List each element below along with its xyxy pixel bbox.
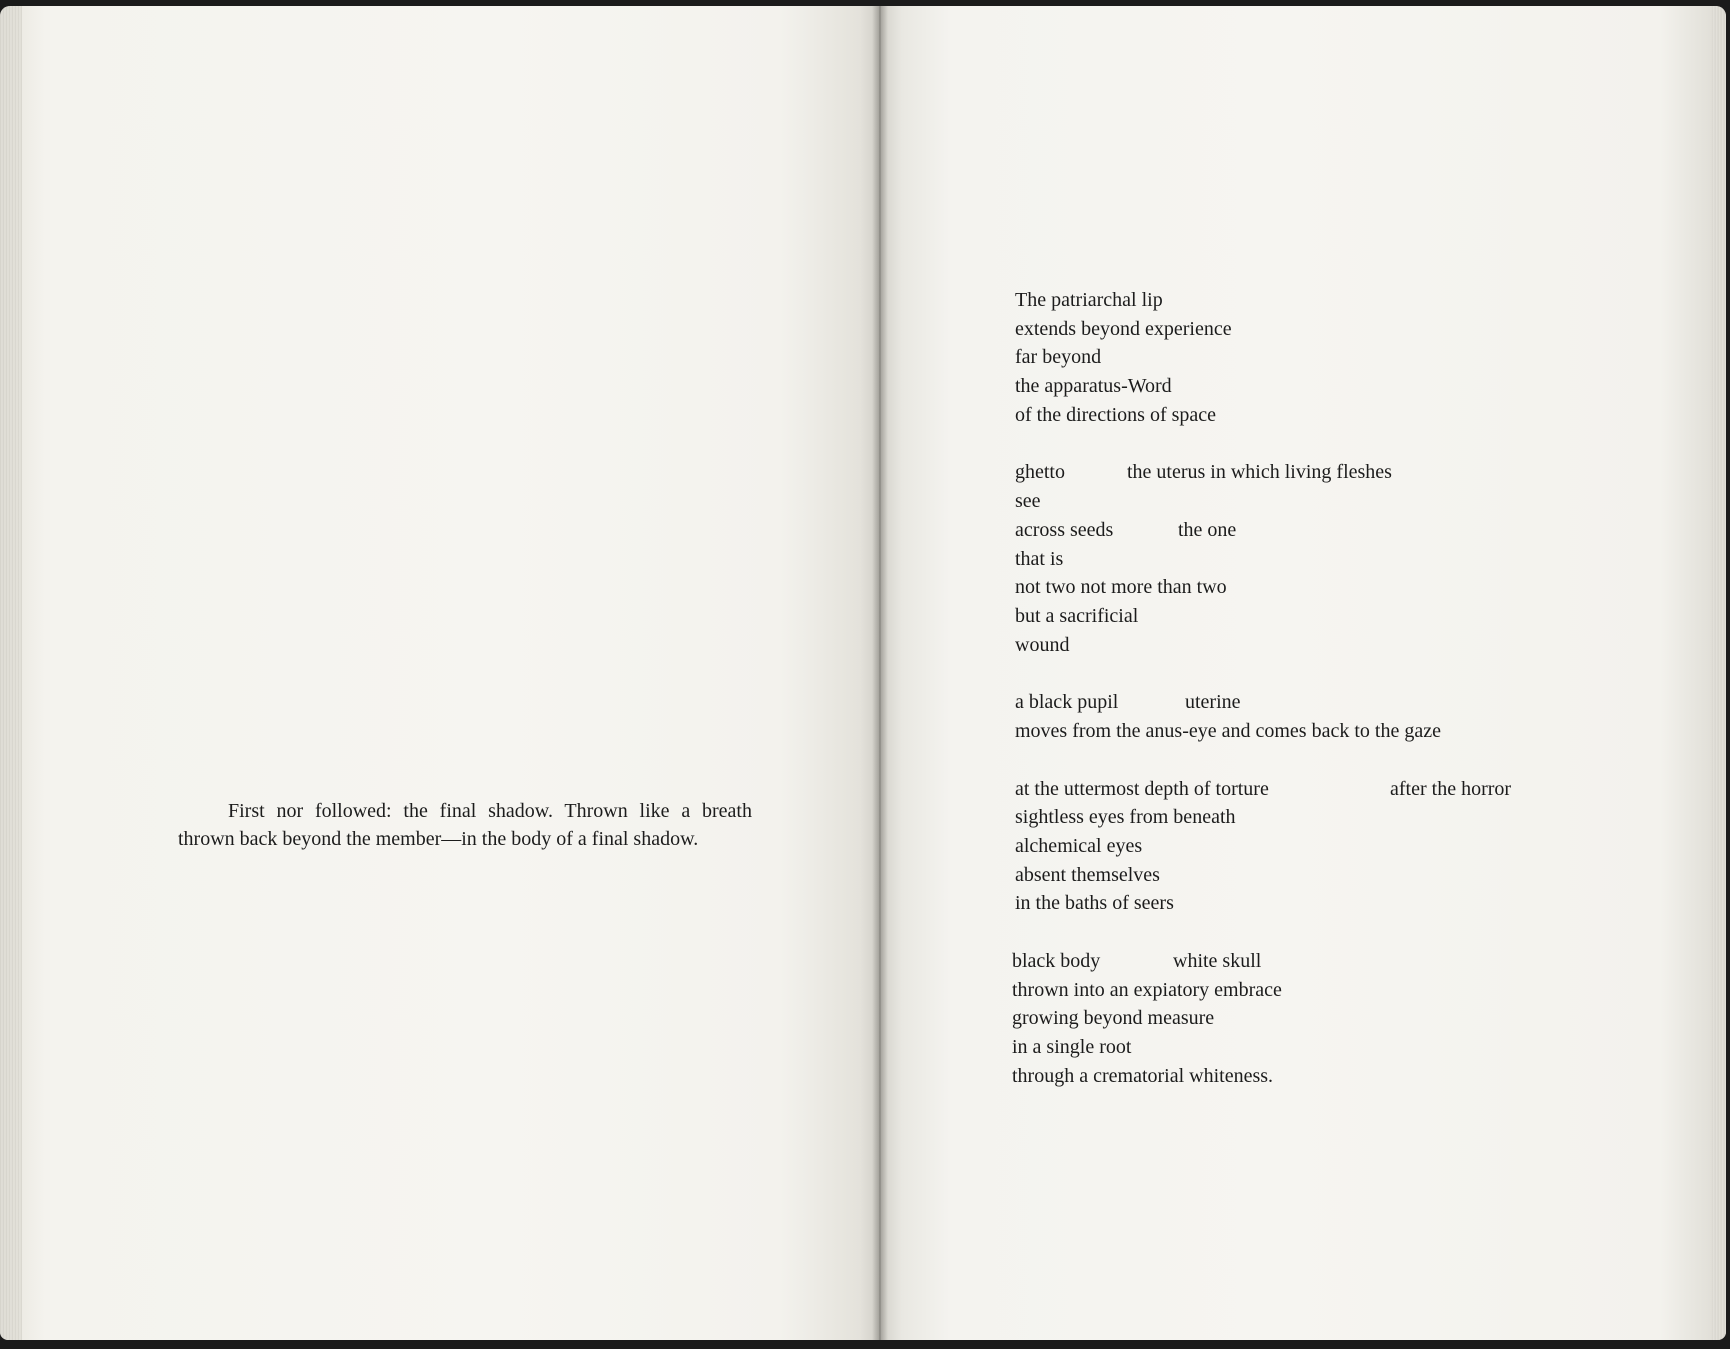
left-page xyxy=(0,6,880,1340)
poem-line-gap-text: the uterus in which living fleshes xyxy=(1127,461,1392,484)
poem-line xyxy=(1012,976,1282,1005)
poem-line-gap-text: white skull xyxy=(1173,950,1262,973)
poem-line-text: The patriarchal lip xyxy=(1015,289,1163,311)
right-page xyxy=(880,6,1726,1340)
poem-line-text: wound xyxy=(1015,633,1070,656)
poem-line xyxy=(1012,1062,1274,1091)
poem-line-text: growing beyond measure xyxy=(1012,1007,1215,1030)
poem-line-text: of the directions of space xyxy=(1015,403,1217,426)
left-page-edge xyxy=(0,6,22,1340)
poem-line-text: moves from the anus-eye and comes back to the gaze xyxy=(1015,719,1441,742)
poem-stanza xyxy=(1012,947,1282,1090)
poem-line-text: across seeds xyxy=(1015,518,1114,541)
poem-line-text: alchemical eyes xyxy=(1015,835,1143,857)
poem-line-text: at the uttermost depth of torture xyxy=(1015,777,1269,800)
poem-line-text: through a crematorial whiteness. xyxy=(1012,1064,1274,1087)
poem-line-text: not two not more than two xyxy=(1015,576,1227,599)
poem-line-gap-text: after the horror xyxy=(1390,777,1512,800)
poem-line-text: the apparatus-Word xyxy=(1015,375,1172,398)
poem-line-text: sightless eyes from beneath xyxy=(1015,806,1236,829)
right-page-edge xyxy=(1712,6,1726,1340)
poem-line xyxy=(1012,1033,1132,1062)
poem-line-text: absent themselves xyxy=(1015,863,1160,886)
poem-line-text: extends beyond experience xyxy=(1015,317,1232,340)
poem-line-text: in a single root xyxy=(1012,1036,1132,1059)
poem-line-text: thrown into an expiatory embrace xyxy=(1012,978,1282,1001)
poem-line-text: ghetto xyxy=(1015,461,1065,484)
poem-line-text: far beyond xyxy=(1015,346,1102,369)
poem-line-text: that is xyxy=(1015,547,1064,570)
poem-line xyxy=(1012,947,1262,976)
paragraph-text: First nor followed: the final shadow. Thrown like a breath thrown back beyond the member—in the body of a final shadow. xyxy=(178,800,752,850)
book-gutter xyxy=(872,6,888,1340)
poem-line-text: in the baths of seers xyxy=(1015,892,1174,915)
poem-line-text: but a sacrificial xyxy=(1015,604,1139,627)
poem-line-text: black body xyxy=(1012,950,1101,973)
poem-line-gap-text: uterine xyxy=(1185,691,1241,714)
poem-line-text: see xyxy=(1015,490,1041,513)
poem-line xyxy=(1012,1004,1215,1033)
poem-line-text: a black pupil xyxy=(1015,691,1119,714)
poem-line-gap-text: the one xyxy=(1178,518,1237,541)
left-page-paragraph xyxy=(178,797,752,853)
